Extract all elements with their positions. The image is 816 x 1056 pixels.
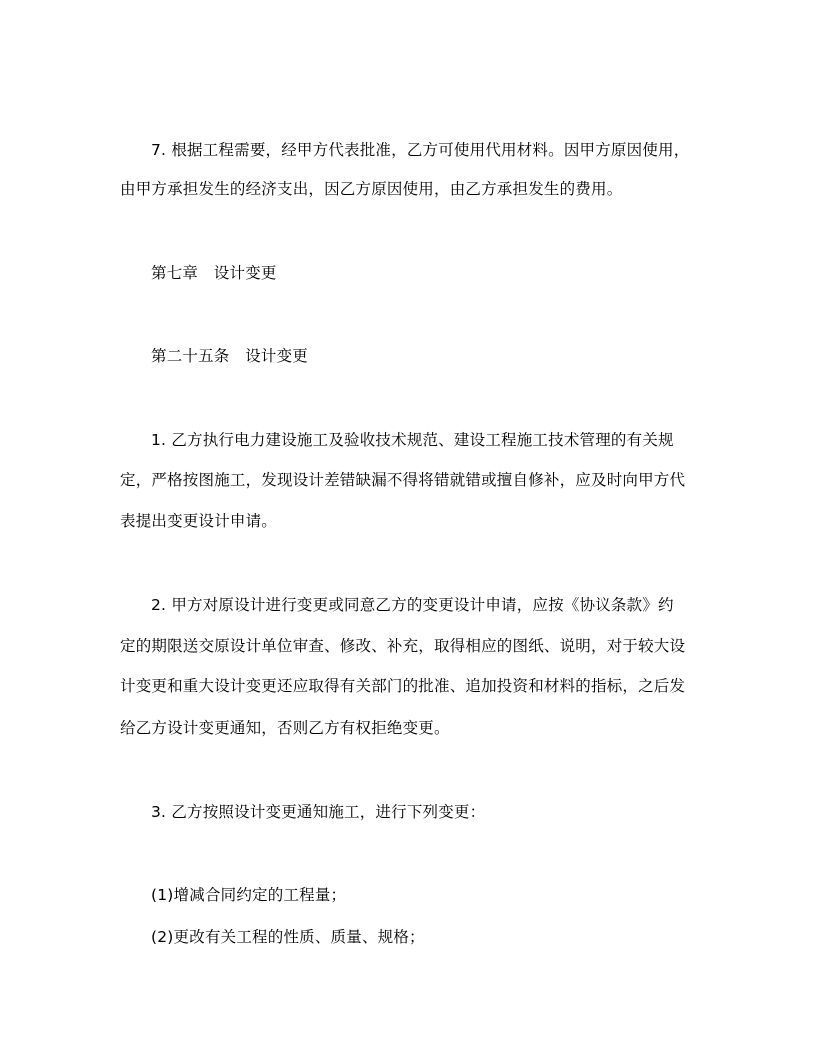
item-1-line-3: 表提出变更设计申请。 (120, 512, 278, 530)
item-2-line-4: 给乙方设计变更通知，否则乙方有权拒绝变更。 (120, 719, 450, 737)
chapter-heading: 第七章 设计变更 (151, 264, 277, 282)
item-1-line-1: 1. 乙方执行电力建设施工及验收技术规范、建设工程施工技术管理的有关规 (151, 431, 674, 449)
item-2-line-1: 2. 甲方对原设计进行变更或同意乙方的变更设计申请，应按《协议条款》约 (151, 596, 674, 614)
item-1-line-2: 定，严格按图施工，发现设计差错缺漏不得将错就错或擅自修补，应及时向甲方代 (120, 471, 686, 489)
sub-item-1: (1)增减合同约定的工程量； (151, 886, 347, 904)
paragraph-7-line-2: 由甲方承担发生的经济支出，因乙方原因使用，由乙方承担发生的费用。 (120, 180, 623, 198)
item-2-line-2: 定的期限送交原设计单位审查、修改、补充，取得相应的图纸、说明，对于较大设 (120, 637, 686, 655)
paragraph-7-line-1: 7. 根据工程需要，经甲方代表批准，乙方可使用代用材料。因甲方原因使用， (151, 141, 690, 159)
item-2-line-3: 计变更和重大设计变更还应取得有关部门的批准、追加投资和材料的指标，之后发 (120, 677, 686, 695)
article-heading: 第二十五条 设计变更 (151, 347, 309, 365)
item-3-line-1: 3. 乙方按照设计变更通知施工，进行下列变更： (151, 803, 486, 821)
sub-item-2: (2)更改有关工程的性质、质量、规格； (151, 928, 425, 946)
